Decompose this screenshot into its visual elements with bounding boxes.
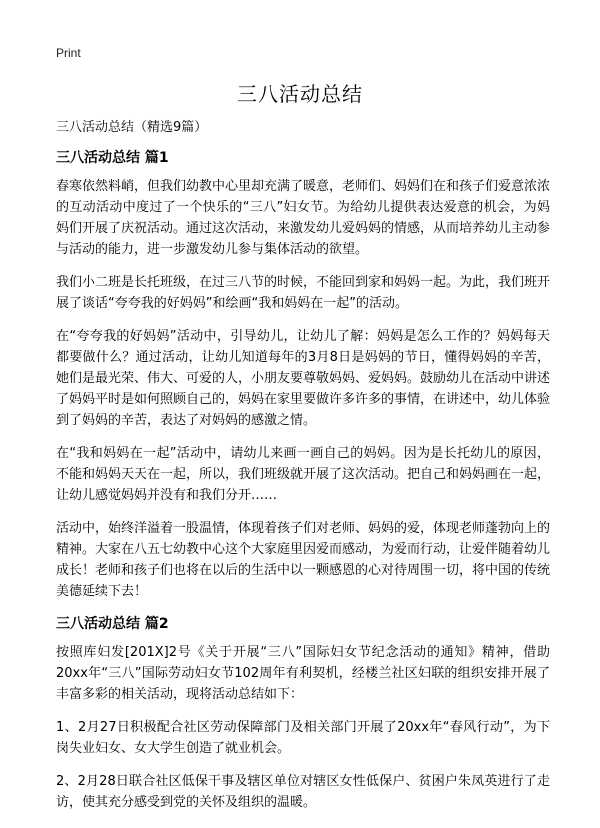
paragraph: 1、2月27日积极配合社区劳动保障部门及相关部门开展了20xx年“春风行动”，为下岗失业妇女、女大学生创造了就业机会。 xyxy=(56,720,550,756)
paragraph: 2、2月28日联合社区低保干事及辖区单位对辖区女性低保户、贫困户朱凤英进行了走访，使其充分感受到党的关怀及组织的温暖。 xyxy=(56,774,550,810)
print-link[interactable]: Print xyxy=(56,46,81,60)
paragraph: 在“我和妈妈在一起”活动中，请幼儿来画一画自己的妈妈。因为是长托幼儿的原因，不能和妈妈天天在一起，所以，我们班级就开展了这次活动。把自己和妈妈画在一起，让幼儿感觉妈妈并没有和我们分开…… xyxy=(56,446,551,503)
document-subtitle: 三八活动总结（精选9篇） xyxy=(56,120,208,135)
paragraph: 活动中，始终洋溢着一股温情，体现着孩子们对老师、妈妈的爱，体现老师蓬勃向上的精神。大家在八五七幼教中心这个大家庭里因爱而感动，为爱而行动，让爱伴随着幼儿成长！老师和孩子们也将在以后的生活中以一颗感恩的心对待周围一切，将中国的传统美德延续下去！ xyxy=(56,521,551,599)
document-body xyxy=(56,118,550,825)
paragraph: 在“夸夸我的好妈妈”活动中，引导幼儿，让幼儿了解：妈妈是怎么工作的？妈妈每天都要做什么？通过活动，让幼儿知道每年的3月8日是妈妈的节日，懂得妈妈的辛苦，她们是最光荣、伟大、可爱的人，小朋友要尊敬妈妈、爱妈妈。鼓励幼儿在活动中讲述了妈妈平时是如何照顾自己的，妈妈在家里要做许多许多的事情，在讲述中，幼儿体验到了妈妈的辛苦，表达了对妈妈的感激之情。 xyxy=(56,329,551,428)
paragraph: 按照库妇发[201X]2号《关于开展“三八”国际妇女节纪念活动的通知》精神，借助20xx年“三八”国际劳动妇女节102周年有利契机，经楼兰社区妇联的组织安排开展了丰富多彩的相关活动，现将活动总结如下： xyxy=(56,645,550,702)
section-heading: 三八活动总结 篇2 xyxy=(56,616,169,632)
paragraph: 我们小二班是长托班级，在过三八节的时候，不能回到家和妈妈一起。为此，我们班开展了谈话“夸夸我的好妈妈”和绘画“我和妈妈在一起”的活动。 xyxy=(56,275,551,311)
section-2 xyxy=(56,614,550,813)
section-1 xyxy=(56,148,550,602)
page-title: 三八活动总结 xyxy=(237,82,363,106)
section-heading: 三八活动总结 篇1 xyxy=(56,150,169,166)
paragraph: 春寒依然料峭，但我们幼教中心里却充满了暖意，老师们、妈妈们在和孩子们爱意浓浓的互动活动中度过了一个快乐的“三八”妇女节。为给幼儿提供表达爱意的机会，为妈妈们开展了庆祝活动。通过这次活动，来激发幼儿爱妈妈的情感，从而培养幼儿主动参与活动的能力，进一步激发幼儿参与集体活动的欲望。 xyxy=(56,179,551,257)
